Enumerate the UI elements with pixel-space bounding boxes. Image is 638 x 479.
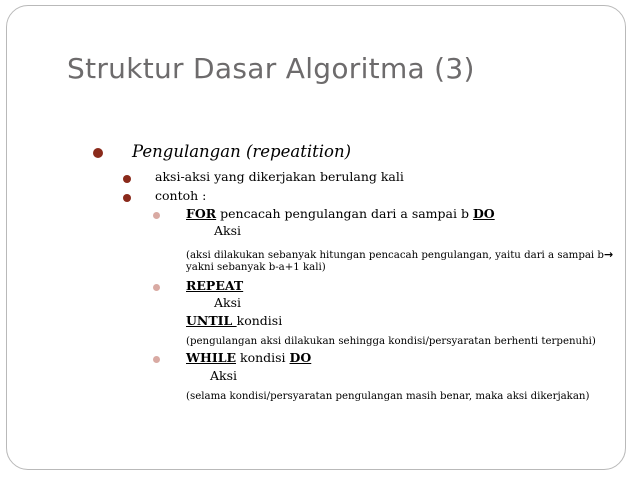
keyword-for: FOR xyxy=(186,206,217,221)
right-arrow-icon: → xyxy=(603,248,614,261)
repeat-statement xyxy=(186,278,243,293)
heading-repetition: Pengulangan (repeatition) xyxy=(132,142,352,161)
point-example: contoh : xyxy=(155,188,207,203)
for-note-text: (aksi dilakukan sebanyak hitungan pencacah pengulangan, yaitu dari a sampai b xyxy=(186,250,604,261)
keyword-until: UNTIL xyxy=(186,313,237,328)
bullet-icon xyxy=(153,356,160,363)
while-middle-text: kondisi xyxy=(236,350,290,365)
while-statement xyxy=(186,350,311,365)
bullet-icon xyxy=(93,148,103,158)
until-statement xyxy=(186,313,282,328)
for-statement xyxy=(186,206,495,221)
until-condition: kondisi xyxy=(236,313,283,328)
keyword-repeat: REPEAT xyxy=(186,278,244,293)
for-middle-text: pencacah pengulangan dari a sampai b xyxy=(216,206,473,221)
while-action: Aksi xyxy=(210,368,238,383)
for-note-line1 xyxy=(186,249,613,262)
point-repeated-actions: aksi-aksi yang dikerjakan berulang kali xyxy=(155,169,404,184)
bullet-icon xyxy=(123,175,131,183)
repeat-action: Aksi xyxy=(214,295,242,310)
repeat-note: (pengulangan aksi dilakukan sehingga kondisi/persyaratan berhenti terpenuhi) xyxy=(186,336,596,347)
while-note: (selama kondisi/persyaratan pengulangan masih benar, maka aksi dikerjakan) xyxy=(186,391,590,402)
slide-title: Struktur Dasar Algoritma (3) xyxy=(67,52,475,85)
for-note-line2: yakni sebanyak b-a+1 kali) xyxy=(186,262,326,273)
keyword-do: DO xyxy=(289,350,312,365)
keyword-do: DO xyxy=(472,206,495,221)
bullet-icon xyxy=(123,194,131,202)
keyword-while: WHILE xyxy=(186,350,237,365)
for-action: Aksi xyxy=(214,223,242,238)
bullet-icon xyxy=(153,212,160,219)
bullet-icon xyxy=(153,284,160,291)
